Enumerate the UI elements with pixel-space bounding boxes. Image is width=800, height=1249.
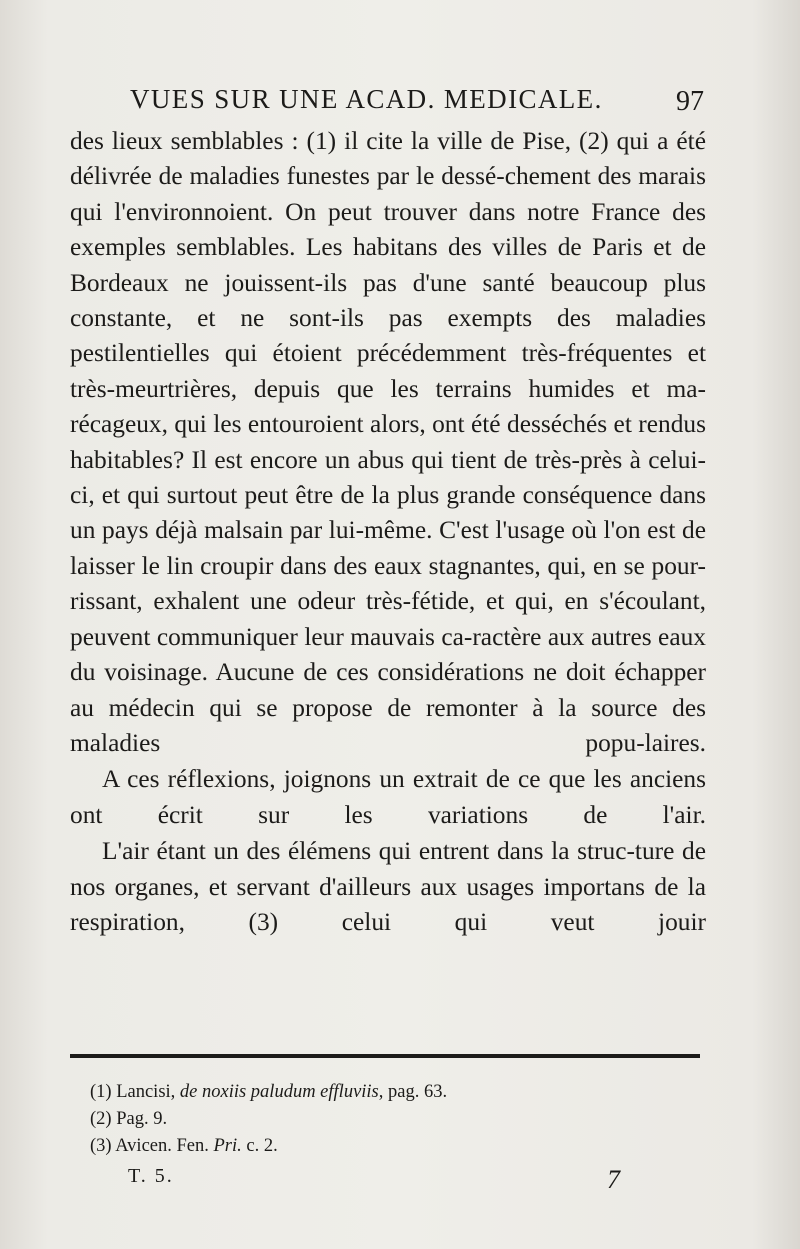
footnote-author: Avicen. Fen. bbox=[115, 1136, 209, 1156]
signature-mark: T. 5. bbox=[128, 1165, 174, 1187]
footnote-3 bbox=[90, 1133, 650, 1160]
footnote-1 bbox=[90, 1079, 650, 1106]
paragraph-continuation: des lieux semblables : (1) il cite la ville de Pise, (2) qui a été délivrée de maladies funestes par le dessé-chement des marais qui l'environnoient. On peut trouver dans notre France des exemples semblables. Les habitans des villes de Paris et de Bordeaux ne jouissent-ils pas d'une santé beaucoup plus constante, et ne sont-ils pas exempts des maladies pestilentielles qui étoient précédemment très-fréquentes et très-meurtrières, depuis que les terrains humides et ma-récageux, qui les entouroient alors, ont été desséchés et rendus habitables? Il est encore un abus qui tient de très-près à celui-ci, et qui surtout peut être de la plus grande conséquence dans un pays déjà malsain par lui-même. C'est l'usage où l'on est de laisser le lin croupir dans des eaux stagnantes, qui, en se pour-rissant, exhalent une odeur très-fétide, et qui, en s'écoulant, peuvent communiquer leur mauvais ca-ractère aux autres eaux du voisinage. Aucune de ces considérations ne doit échapper au médecin qui se propose de remonter à la source des maladies popu-laires. bbox=[70, 127, 706, 757]
page-number: 97 bbox=[676, 86, 704, 117]
running-title: VUES SUR UNE ACAD. MEDICALE. bbox=[130, 84, 603, 114]
footnote-2 bbox=[90, 1106, 650, 1133]
footnote-mark: (2) bbox=[90, 1109, 112, 1129]
footnote-rest: c. 2. bbox=[246, 1136, 278, 1156]
page-header bbox=[130, 80, 710, 120]
footnote-text: Pag. 9. bbox=[116, 1109, 168, 1129]
footnote-title: Pri. bbox=[213, 1136, 242, 1156]
footnote-mark: (3) bbox=[90, 1136, 112, 1156]
footnote-rule bbox=[70, 1054, 700, 1058]
body-text bbox=[70, 124, 706, 940]
folio-mark: 7 bbox=[607, 1165, 620, 1194]
paragraph-air: L'air étant un des élémens qui entrent dans la struc-ture de nos organes, et servant d'ailleurs aux usages importans de la respiration, (3) celui qui veut jouir bbox=[70, 837, 706, 936]
footnotes bbox=[90, 1079, 650, 1160]
footnote-author: Lancisi, bbox=[116, 1082, 176, 1102]
footnote-title: de noxiis paludum effluviis bbox=[179, 1082, 379, 1102]
paragraph-reflexions: A ces réflexions, joignons un extrait de ce que les anciens ont écrit sur les variations de l'air. bbox=[70, 765, 706, 829]
footnote-mark: (1) bbox=[90, 1082, 112, 1102]
footnote-rest: , pag. 63. bbox=[378, 1082, 448, 1102]
